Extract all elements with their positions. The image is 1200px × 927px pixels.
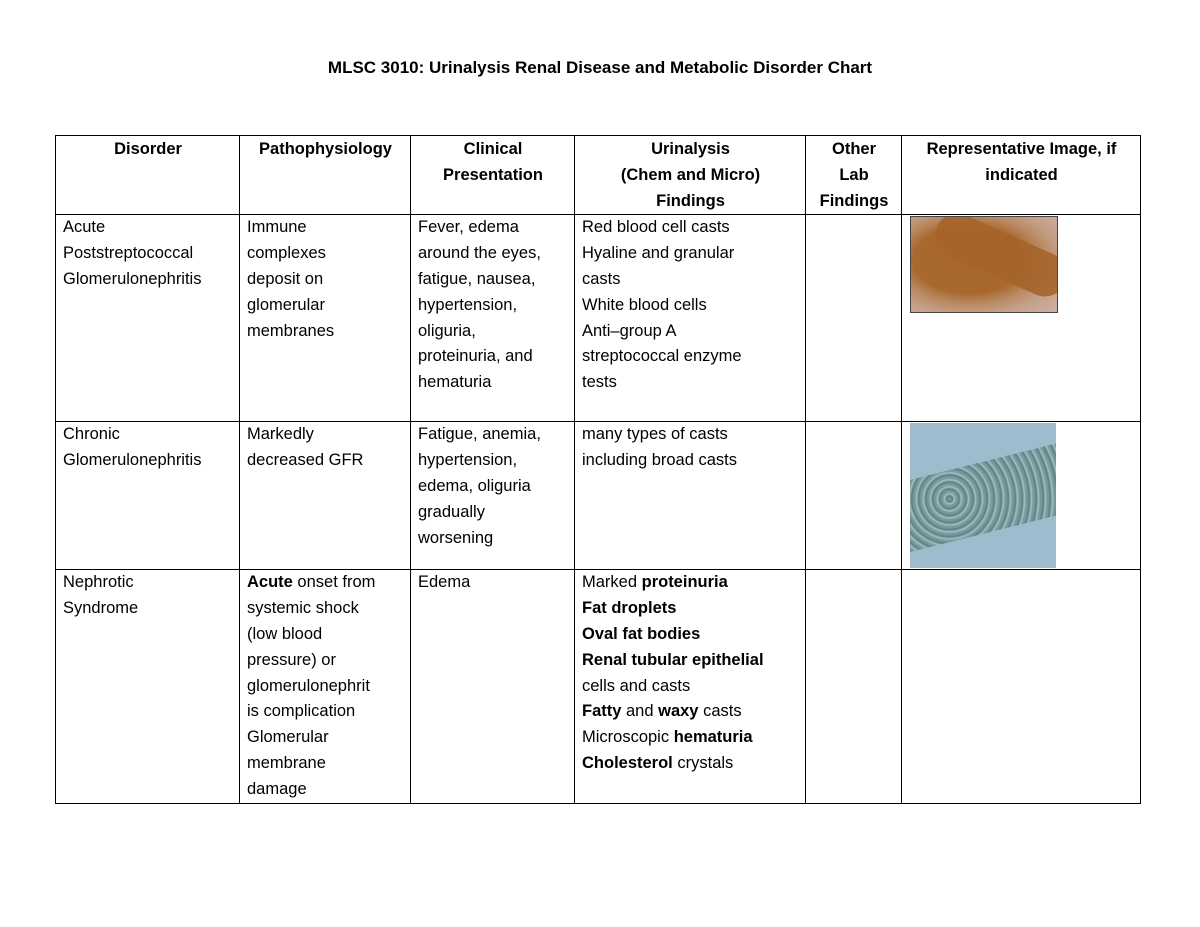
cell-disorder: Acute Poststreptococcal Glomerulonephritis: [56, 215, 240, 422]
disorder-chart-table: [55, 135, 1141, 804]
cell-pathophysiology: Immune complexes deposit on glomerular membranes: [240, 215, 411, 422]
cell-other-lab-findings: [806, 215, 902, 422]
header-representative-image: Representative Image, if indicated: [902, 136, 1141, 215]
header-disorder: Disorder: [56, 136, 240, 215]
cell-clinical-presentation: Fever, edema around the eyes, fatigue, nausea, hypertension, oliguria, proteinuria, and hematuria: [411, 215, 575, 422]
broad-cast-micrograph: [910, 423, 1056, 568]
cell-other-lab-findings: [806, 422, 902, 570]
cell-representative-image: [902, 215, 1141, 422]
header-pathophysiology: Pathophysiology: [240, 136, 411, 215]
rbc-cast-micrograph: [910, 216, 1058, 313]
cell-urinalysis-findings: many types of casts including broad casts: [575, 422, 806, 570]
document-title: MLSC 3010: Urinalysis Renal Disease and Metabolic Disorder Chart: [327, 58, 873, 77]
cell-clinical-presentation: Edema: [411, 570, 575, 804]
table-row: [56, 215, 1141, 422]
cell-pathophysiology: Markedly decreased GFR: [240, 422, 411, 570]
cell-urinalysis-findings: Marked proteinuria Fat droplets Oval fat bodies Renal tubular epithelial cells and casts Fatty and waxy casts Microscopic hematuria Cholesterol crystals: [575, 570, 806, 804]
table-row: [56, 422, 1141, 570]
cell-representative-image: [902, 422, 1141, 570]
cell-urinalysis-findings: Red blood cell casts Hyaline and granular casts White blood cells Anti–group A streptococcal enzyme tests: [575, 215, 806, 422]
cell-other-lab-findings: [806, 570, 902, 804]
cell-pathophysiology: Acute onset from systemic shock (low blood pressure) or glomerulonephrit is complication Glomerular membrane damage: [240, 570, 411, 804]
header-clinical-presentation: Clinical Presentation: [411, 136, 575, 215]
header-urinalysis-findings: Urinalysis (Chem and Micro) Findings: [575, 136, 806, 215]
header-row: [56, 136, 1141, 215]
cell-disorder: Chronic Glomerulonephritis: [56, 422, 240, 570]
cell-disorder: Nephrotic Syndrome: [56, 570, 240, 804]
cell-clinical-presentation: Fatigue, anemia, hypertension, edema, oliguria gradually worsening: [411, 422, 575, 570]
table-row: [56, 570, 1141, 804]
cell-representative-image: [902, 570, 1141, 804]
header-other-lab-findings: Other Lab Findings: [806, 136, 902, 215]
